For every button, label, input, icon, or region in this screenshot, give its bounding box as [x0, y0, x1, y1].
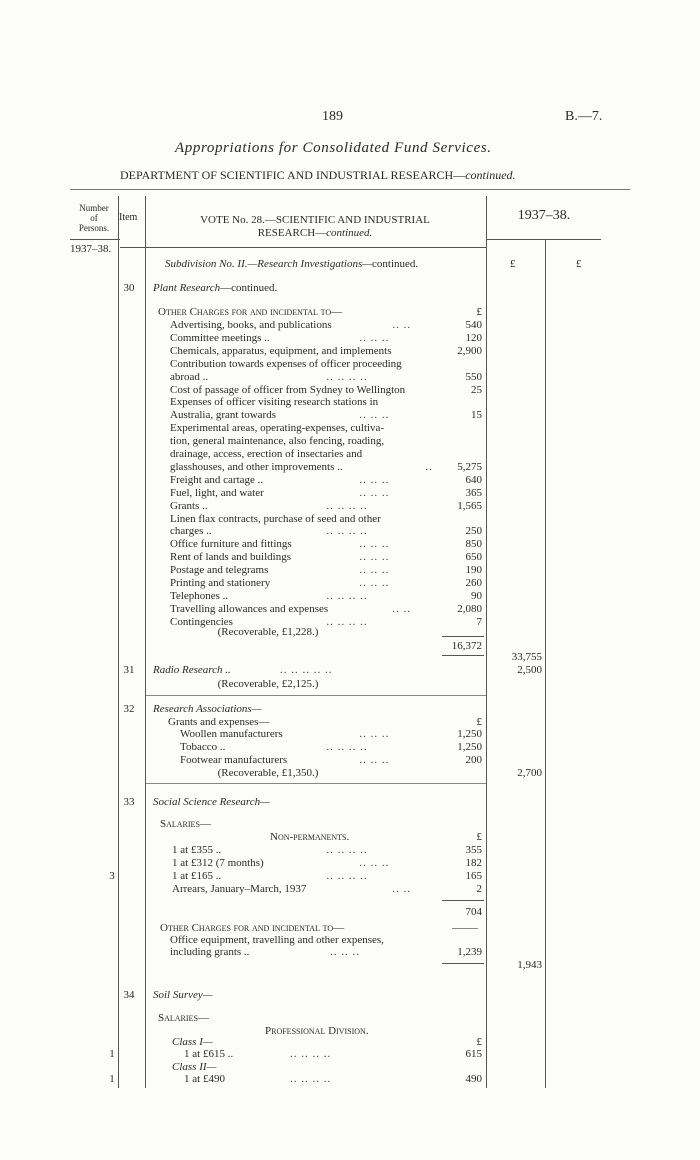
leader-dots: .. .. .. ..: [326, 740, 368, 753]
recoverable-note: (Recoverable, £1,228.): [217, 626, 319, 638]
pound-sign: £: [476, 306, 482, 318]
leader-dots: .. .. .. ..: [326, 844, 368, 856]
leader-dots: .. .. ..: [359, 753, 390, 766]
item-title: Soil Survey—: [153, 989, 213, 1001]
line-item-text: Printing and stationery: [170, 577, 271, 589]
leader-dots: .. .. .. .. ..: [280, 664, 333, 676]
line-item-amount: 540: [465, 319, 482, 331]
persons-count: 1: [109, 1048, 115, 1060]
other-charges-heading: Other Charges for and incidental to—: [158, 306, 343, 318]
item-title: Research Associations—: [153, 703, 262, 715]
col-rule-totals: [545, 240, 546, 1088]
item-number: 31: [123, 664, 135, 676]
leader-dots: .. .. .. ..: [326, 525, 368, 538]
leader-dots: .. .. .. ..: [326, 869, 368, 882]
subtotal-amount: 704: [465, 906, 482, 918]
pound-sign: £: [476, 716, 482, 728]
pound-column-2: £: [576, 258, 582, 270]
line-item-amount: 200: [465, 753, 482, 766]
page-number: 189: [322, 109, 343, 124]
line-item-text: tion, general maintenance, also fencing, roading,: [170, 435, 385, 448]
class2-line: 1 at £490: [184, 1073, 225, 1085]
short-rule: [452, 928, 478, 929]
persons-year: 1937–38.: [70, 243, 112, 255]
year-column-header: 1937–38.: [517, 208, 571, 223]
line-item-amount: 1,565: [457, 499, 482, 512]
department-name: DEPARTMENT OF SCIENTIFIC AND INDUSTRIAL RESEARCH—: [120, 168, 466, 182]
class1-heading: Class I—: [172, 1036, 213, 1048]
persons-column-header: [70, 203, 118, 233]
leader-dots: .. .. ..: [359, 331, 390, 344]
line-item-amount: 250: [465, 525, 482, 538]
line-item-text: Expenses of officer visiting research stations in: [170, 396, 379, 409]
subdivision-heading: [165, 258, 418, 270]
line-item-text: Woollen manufacturers: [180, 728, 283, 740]
salaries-heading: Salaries—: [158, 1012, 209, 1024]
line-item-text: 1 at £165 ..: [172, 869, 222, 882]
item-total: 33,755: [511, 651, 542, 663]
subtotal-amount: 16,372: [451, 640, 482, 652]
item-number: 34: [123, 989, 135, 1001]
line-item-text: Travelling allowances and expenses: [170, 602, 329, 615]
class2-heading: Class II—: [172, 1061, 217, 1073]
non-permanents-heading: Non-permanents.: [270, 831, 350, 843]
line-item-text: Telephones ..: [170, 589, 229, 602]
professional-division-heading: Professional Division.: [265, 1025, 369, 1037]
department-continued: continued.: [465, 168, 516, 182]
item-column-header: Item: [119, 212, 138, 223]
document-reference: B.—7.: [565, 109, 603, 124]
line-item-text: drainage, access, erection of insectaries and: [170, 448, 363, 460]
office-equipment-line1: Office equipment, travelling and other expenses,: [170, 934, 384, 946]
leader-dots: .. .. .. ..: [326, 615, 368, 628]
leader-dots: .. .. ..: [359, 728, 390, 740]
recoverable-note: (Recoverable, £2,125.): [217, 678, 319, 690]
persons-header-rule: [70, 239, 120, 240]
line-item-amount: 120: [465, 331, 482, 344]
line-item-text: Footwear manufacturers: [180, 753, 288, 766]
line-item-amount: 355: [465, 844, 482, 856]
vote-title-line1: VOTE No. 28.—SCIENTIFIC AND INDUSTRIAL: [200, 214, 430, 226]
line-item-text: Linen flax contracts, purchase of seed and other: [170, 512, 381, 525]
line-item-text: Tobacco ..: [180, 740, 226, 753]
line-item-amount: 182: [465, 856, 482, 869]
leader-dots: .. ..: [392, 602, 412, 615]
line-item-text: Australia, grant towards: [170, 409, 276, 422]
leader-dots: .. .. ..: [330, 946, 360, 958]
line-item-amount: 190: [465, 564, 482, 577]
line-item-text: Freight and cartage ..: [170, 473, 264, 486]
line-item-amount: 15: [471, 409, 482, 422]
col-rule-description: [486, 196, 487, 1088]
line-item-text: Grants ..: [170, 499, 208, 512]
subtotal-bottom-rule: [442, 655, 484, 656]
item-title-continued: —continued.: [220, 282, 278, 294]
col-rule-item: [145, 196, 146, 1088]
line-item-text: Experimental areas, operating-expenses, cultiva-: [170, 422, 385, 435]
grants-heading: Grants and expenses—: [168, 716, 270, 728]
persons-count: 3: [109, 870, 115, 882]
line-item-text: Rent of lands and buildings: [170, 551, 291, 564]
leader-dots: .. .. ..: [359, 577, 390, 589]
recoverable-note: (Recoverable, £1,350.): [217, 767, 319, 779]
persons-header-line: Number: [79, 203, 109, 213]
item-number: 30: [123, 282, 135, 294]
item-title-text: Plant Research: [153, 282, 221, 294]
line-item-amount: 1,250: [457, 740, 482, 753]
line-item-amount: 640: [465, 473, 482, 486]
line-item-text: Chemicals, apparatus, equipment, and implements: [170, 344, 392, 357]
item-number: 33: [123, 796, 135, 808]
line-item-amount: 650: [465, 551, 482, 564]
description-header-rule: [120, 247, 486, 248]
line-item-text: Committee meetings ..: [170, 331, 270, 344]
pound-column-1: £: [510, 258, 516, 270]
line-item-text: Cost of passage of officer from Sydney to Wellington: [170, 383, 406, 396]
leader-dots: .. .. .. ..: [326, 589, 368, 602]
vote-column-header: [150, 214, 480, 240]
item-title: [153, 282, 277, 294]
subtotal-rule: [442, 636, 484, 637]
item-total: 1,943: [517, 959, 542, 971]
salaries-heading: Salaries—: [160, 818, 211, 830]
class1-line: 1 at £615 ..: [184, 1048, 234, 1060]
leader-dots: .. .. .. ..: [290, 1048, 332, 1060]
line-item-amount: 2,080: [457, 602, 482, 615]
line-item-amount: 5,275: [457, 460, 482, 473]
item-number: 32: [123, 703, 135, 715]
line-item-text: Contingencies: [170, 615, 233, 628]
line-item-amount: 550: [465, 370, 482, 383]
subtotal-rule: [442, 900, 484, 901]
subtotal-bottom-rule: [442, 963, 484, 964]
item-title: Social Science Research—: [153, 796, 270, 808]
line-item-amount: 90: [471, 589, 482, 602]
leader-dots: ..: [425, 460, 433, 473]
class2-amount: 490: [465, 1073, 482, 1085]
leader-dots: .. .. ..: [359, 551, 390, 564]
item-total: 2,500: [517, 664, 542, 676]
line-item-amount: 365: [465, 486, 482, 499]
line-item-text: Arrears, January–March, 1937: [172, 882, 307, 895]
persons-header-line: of: [90, 213, 98, 223]
leader-dots: .. .. .. ..: [326, 499, 368, 512]
item-separator: [146, 783, 486, 784]
leader-dots: .. .. ..: [359, 409, 390, 422]
line-item-text: 1 at £312 (7 months): [172, 856, 264, 869]
line-item-text: Fuel, light, and water: [170, 486, 264, 499]
persons-header-line: Persons.: [78, 223, 110, 233]
office-equipment-line2: including grants ..: [170, 946, 250, 958]
line-item-text: Postage and telegrams: [170, 564, 269, 577]
department-heading: [120, 168, 516, 183]
office-equipment-amount: 1,239: [457, 946, 482, 958]
leader-dots: .. .. ..: [359, 538, 390, 551]
page-title: Appropriations for Consolidated Fund Services.: [175, 140, 492, 156]
leader-dots: .. .. ..: [359, 856, 390, 869]
leader-dots: .. ..: [392, 319, 412, 331]
leader-dots: .. .. ..: [359, 564, 390, 577]
line-item-text: Contribution towards expenses of officer proceeding: [170, 357, 402, 370]
leader-dots: .. .. .. ..: [290, 1073, 332, 1085]
vote-title-line2: RESEARCH—: [257, 227, 327, 239]
line-item-amount: 2: [476, 882, 482, 895]
line-item-amount: 1,250: [457, 728, 482, 740]
line-item-text: Advertising, books, and publications: [170, 319, 332, 331]
class1-amount: 615: [465, 1048, 482, 1060]
subdivision-title: Subdivision No. II.—Research Investigations—: [165, 258, 373, 270]
leader-dots: .. .. ..: [359, 486, 390, 499]
line-item-amount: 25: [471, 383, 482, 396]
subdivision-continued: continued.: [372, 258, 419, 270]
line-item-text: abroad ..: [170, 370, 209, 383]
line-item-amount: 165: [465, 869, 482, 882]
line-item-text: 1 at £355 ..: [172, 844, 222, 856]
pound-sign: £: [476, 831, 482, 843]
table-top-rule: [70, 189, 630, 190]
persons-count: 1: [109, 1073, 115, 1085]
item-total: 2,700: [517, 767, 542, 779]
line-item-amount: 850: [465, 538, 482, 551]
line-item-text: Office furniture and fittings: [170, 538, 292, 551]
line-item-text: glasshouses, and other improvements ..: [170, 460, 343, 473]
leader-dots: .. .. .. ..: [326, 370, 368, 383]
leader-dots: .. .. ..: [359, 473, 390, 486]
line-item-text: charges ..: [170, 525, 212, 538]
pound-sign: £: [476, 1036, 482, 1048]
vote-title-continued: continued.: [326, 227, 373, 239]
line-item-amount: 7: [476, 615, 482, 628]
year-header-rule: [487, 239, 601, 240]
leader-dots: .. ..: [392, 882, 412, 895]
line-item-amount: 2,900: [457, 344, 482, 357]
other-charges-heading: Other Charges for and incidental to—: [160, 922, 345, 934]
item-separator: [146, 695, 486, 696]
item-title: Radio Research ..: [153, 664, 231, 676]
col-rule-persons: [118, 196, 119, 1088]
line-item-amount: 260: [465, 577, 482, 589]
